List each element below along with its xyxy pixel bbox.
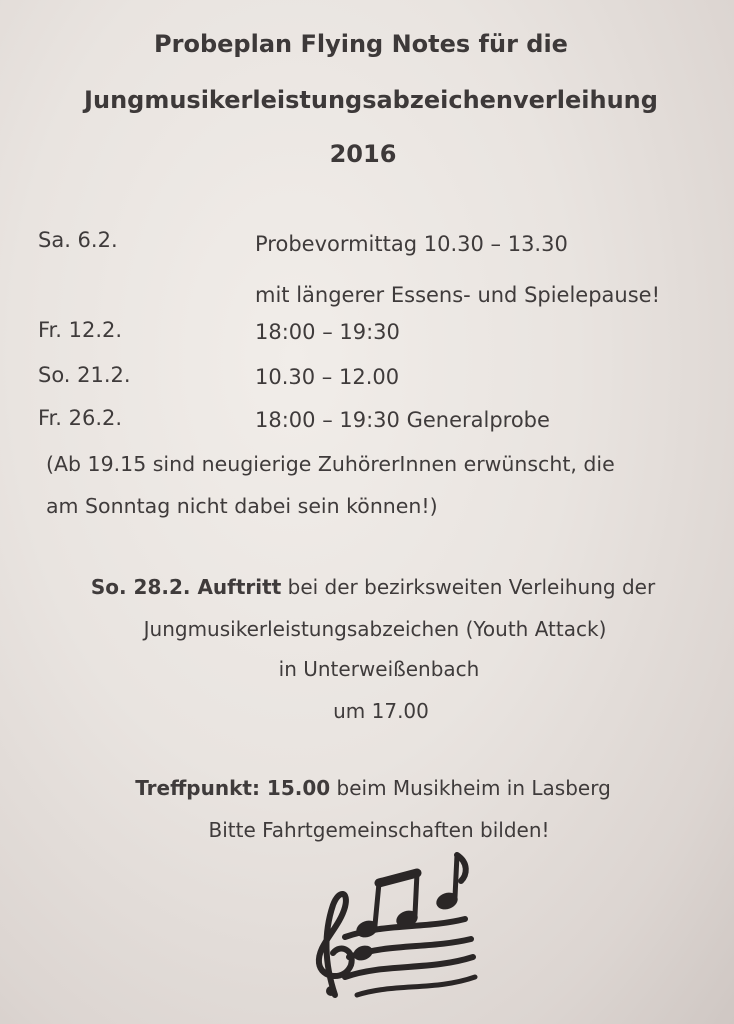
- schedule-text: 10.30 – 12.00: [255, 365, 400, 389]
- title-year: 2016: [329, 140, 397, 168]
- schedule-date: Fr. 12.2.: [38, 318, 123, 342]
- meeting-time-label: Treffpunkt: 15.00: [135, 776, 331, 800]
- performance-line-2: Jungmusikerleistungsabzeichen (Youth Attack): [143, 617, 607, 641]
- schedule-date: Fr. 26.2.: [38, 406, 123, 430]
- performance-time: um 17.00: [333, 699, 429, 723]
- meeting-note: Bitte Fahrtgemeinschaften bilden!: [208, 818, 550, 842]
- meeting-line-1: [6, 776, 734, 800]
- schedule-text: 18:00 – 19:30 Generalprobe: [255, 408, 550, 432]
- title-line-1: Probeplan Flying Notes für die: [154, 30, 568, 58]
- schedule-text: mit längerer Essens- und Spielepause!: [255, 283, 661, 307]
- performance-description: bei der bezirksweiten Verleihung der: [281, 575, 656, 599]
- title-line-2: Jungmusikerleistungsabzeichenverleihung: [84, 86, 658, 114]
- performance-date-label: So. 28.2. Auftritt: [90, 575, 282, 599]
- meeting-location: beim Musikheim in Lasberg: [330, 776, 611, 800]
- schedule-date: Sa. 6.2.: [38, 228, 118, 252]
- note-line-1: (Ab 19.15 sind neugierige ZuhörerInnen erwünscht, die: [46, 452, 615, 476]
- music-notes-icon: [305, 845, 485, 1005]
- performance-line-1: [6, 575, 734, 599]
- performance-location: in Unterweißenbach: [278, 657, 480, 681]
- schedule-text: Probevormittag 10.30 – 13.30: [255, 232, 568, 256]
- schedule-text: 18:00 – 19:30: [255, 320, 400, 344]
- schedule-date: So. 21.2.: [38, 363, 131, 387]
- note-line-2: am Sonntag nicht dabei sein können!): [46, 494, 438, 518]
